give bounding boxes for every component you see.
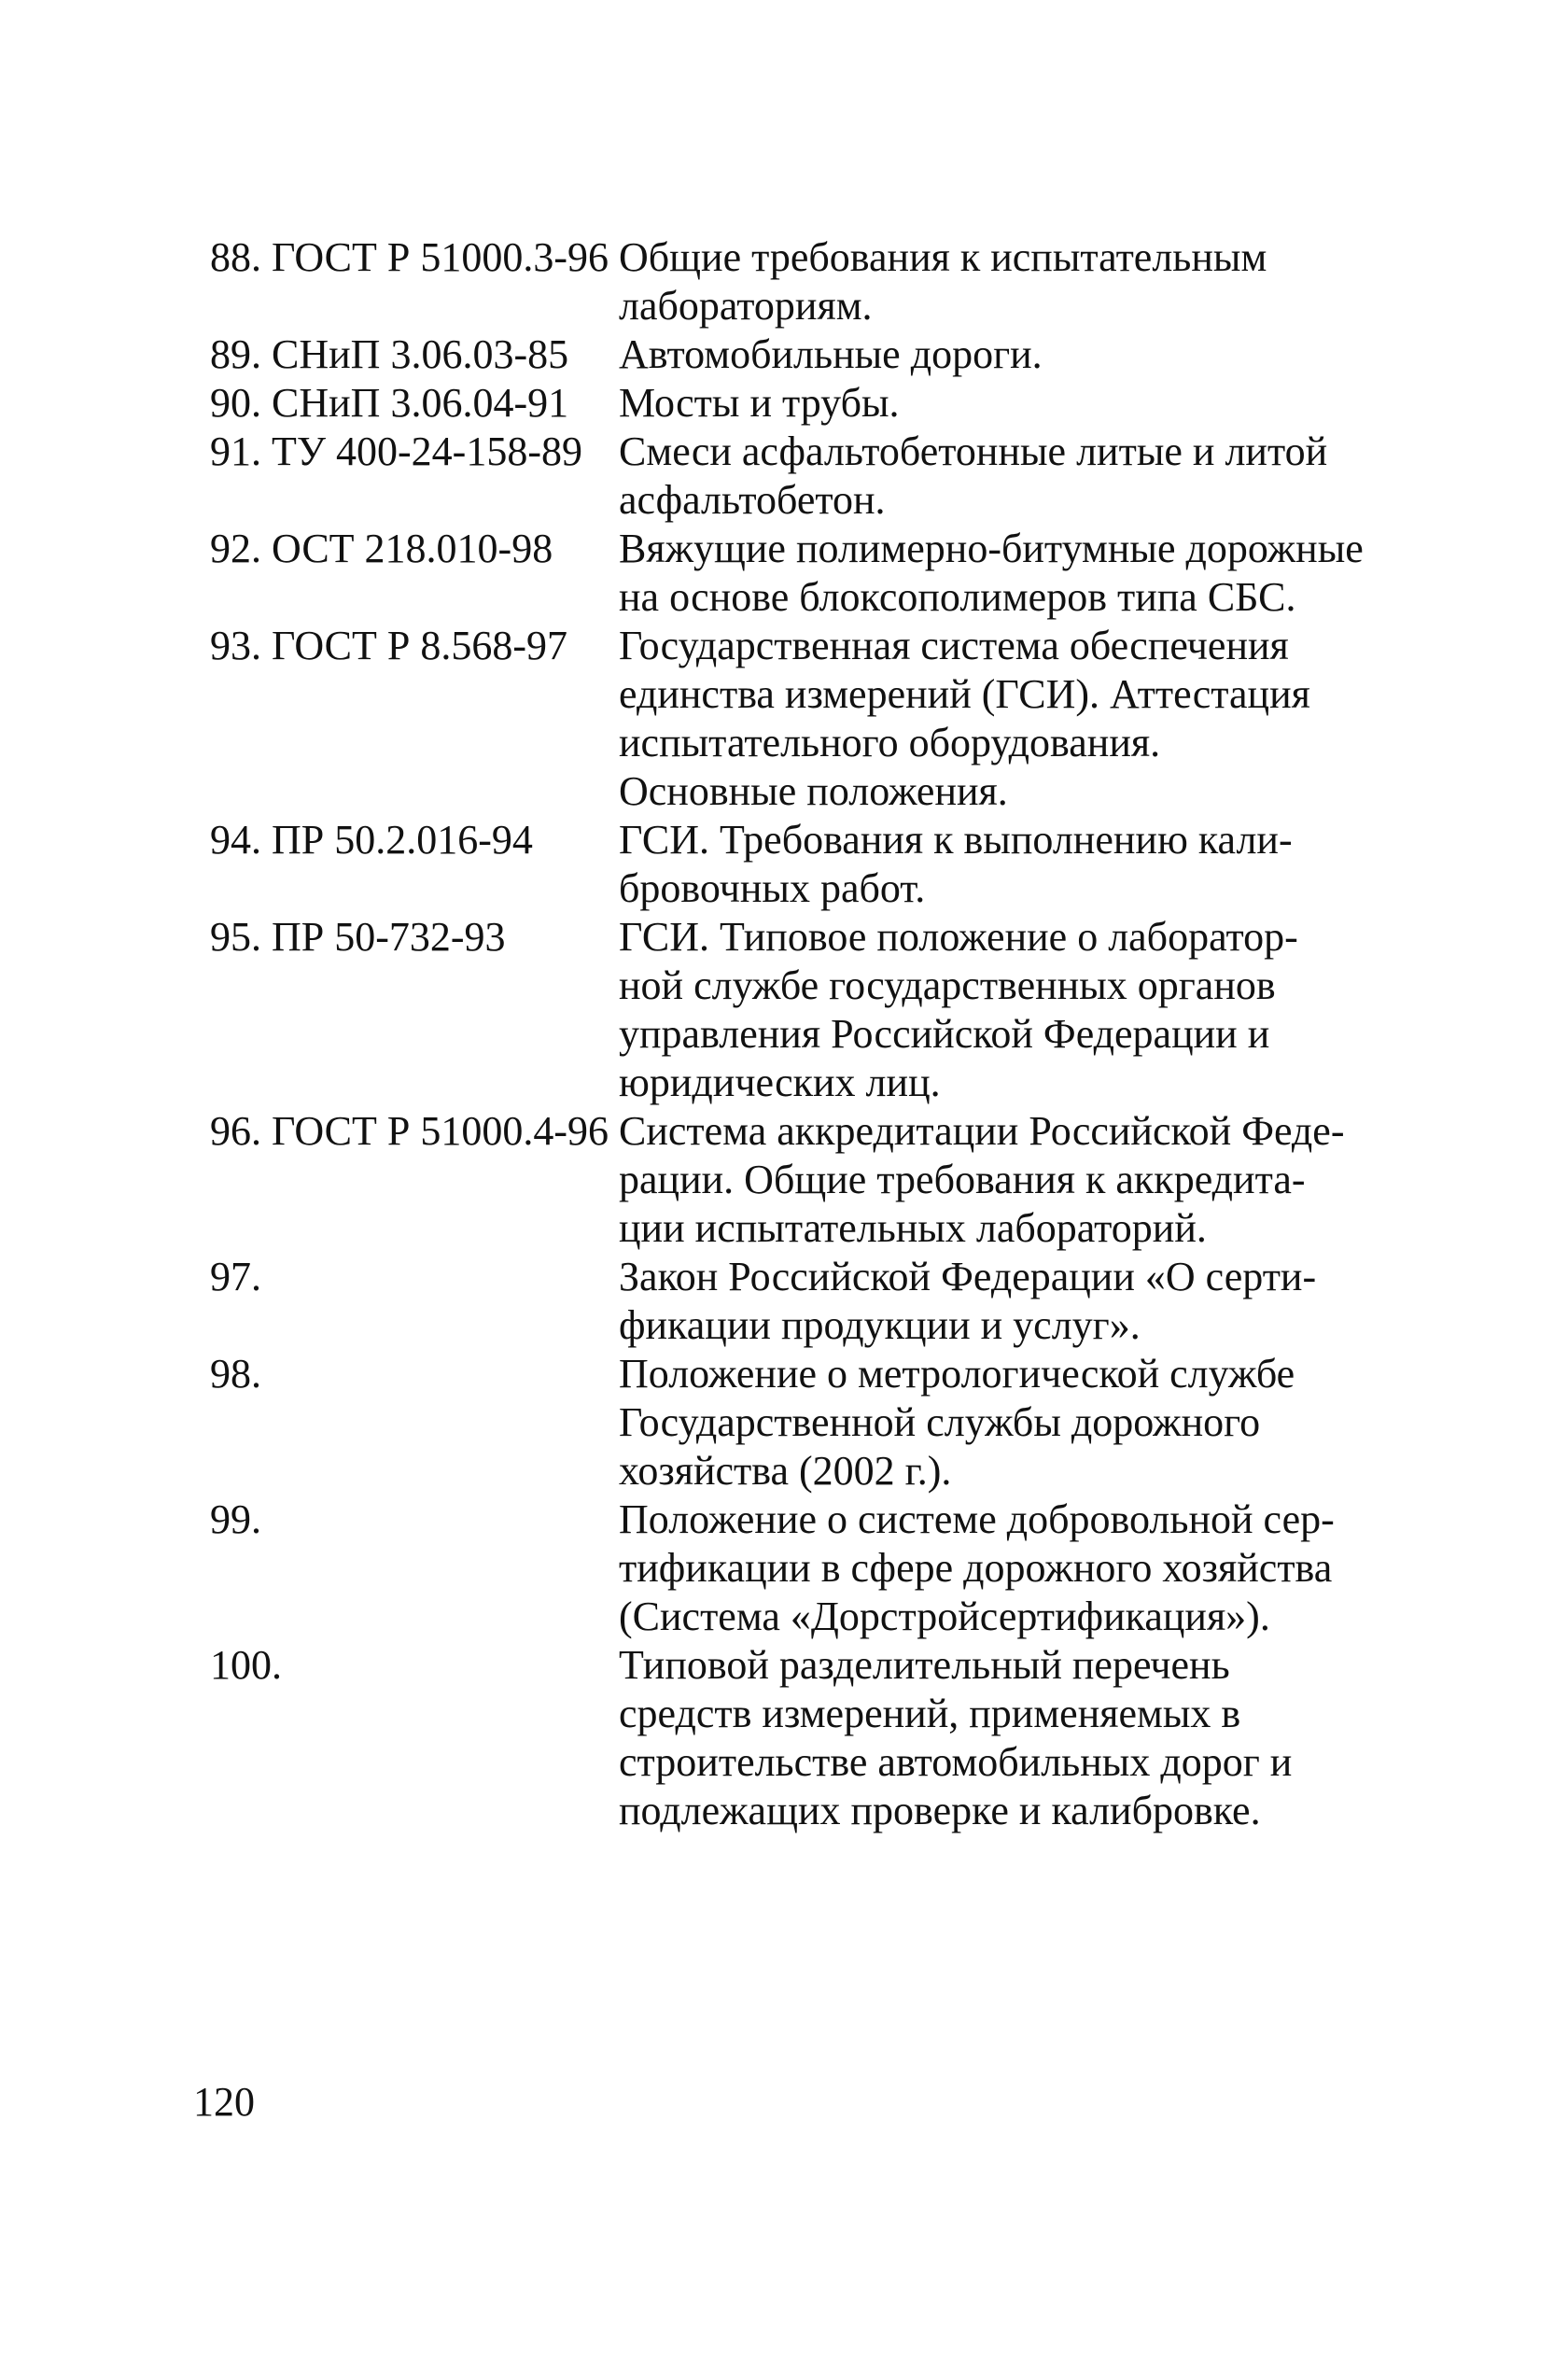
reference-title: Система аккредитации Российской Феде- рации. Общие требования к аккредита- ции испытательных лабораторий. — [619, 1108, 1345, 1251]
reference-item — [210, 1350, 1386, 1495]
reference-title: Мосты и трубы. — [619, 380, 900, 426]
reference-item — [210, 1641, 1386, 1835]
reference-code: 89. СНиП 3.06.03-85 — [210, 331, 569, 377]
reference-item — [210, 816, 1386, 913]
reference-item — [210, 622, 1386, 816]
reference-code: 91. ТУ 400-24-158-89 — [210, 428, 582, 474]
reference-item — [210, 379, 1386, 428]
reference-code: 88. ГОСТ Р 51000.3-96 — [210, 234, 609, 280]
reference-code: 95. ПР 50-732-93 — [210, 914, 506, 960]
reference-item — [210, 330, 1386, 379]
reference-item — [210, 913, 1386, 1107]
reference-title: Смеси асфальтобетонные литые и литой асфальтобетон. — [619, 428, 1328, 523]
reference-item — [210, 233, 1386, 330]
reference-item — [210, 1495, 1386, 1641]
reference-title: Вяжущие полимерно-битумные дорожные на основе блоксополимеров типа СБС. — [619, 526, 1364, 620]
reference-code: 97. — [210, 1254, 261, 1299]
reference-code: 90. СНиП 3.06.04-91 — [210, 380, 569, 426]
reference-title: ГСИ. Типовое положение о лаборатор- ной службе государственных органов управления Российской Федерации и юридических лиц. — [619, 914, 1298, 1105]
reference-code: 93. ГОСТ Р 8.568-97 — [210, 623, 568, 668]
reference-title: Закон Российской Федерации «О серти- фикации продукции и услуг». — [619, 1254, 1317, 1348]
reference-item — [210, 525, 1386, 622]
reference-title: Государственная система обеспечения единства измерений (ГСИ). Аттестация испытательного оборудования. Основные положения. — [619, 623, 1310, 814]
reference-code: 96. ГОСТ Р 51000.4-96 — [210, 1108, 609, 1154]
reference-code: 100. — [210, 1642, 282, 1688]
reference-item — [210, 428, 1386, 525]
reference-title: Положение о метрологической службе Государственной службы дорожного хозяйства (2002 г.). — [619, 1351, 1295, 1494]
reference-item — [210, 1253, 1386, 1350]
reference-title: ГСИ. Требования к выполнению кали- бровочных работ. — [619, 817, 1293, 911]
reference-item — [210, 1107, 1386, 1253]
reference-code: 99. — [210, 1496, 261, 1542]
reference-code: 92. ОСТ 218.010-98 — [210, 526, 553, 571]
reference-code: 98. — [210, 1351, 261, 1397]
page-number: 120 — [193, 2079, 255, 2125]
reference-list — [210, 233, 1386, 1835]
reference-title: Автомобильные дороги. — [619, 331, 1043, 377]
reference-code: 94. ПР 50.2.016-94 — [210, 817, 533, 863]
reference-title: Общие требования к испытательным лабораториям. — [619, 234, 1267, 329]
reference-title: Положение о системе добровольной сер- тификации в сфере дорожного хозяйства (Система «Дорстройсертификация»). — [619, 1496, 1335, 1639]
reference-title: Типовой разделительный перечень средств измерений, применяемых в строительстве автомобильных дорог и подлежащих проверке и калибровке. — [619, 1642, 1293, 1833]
